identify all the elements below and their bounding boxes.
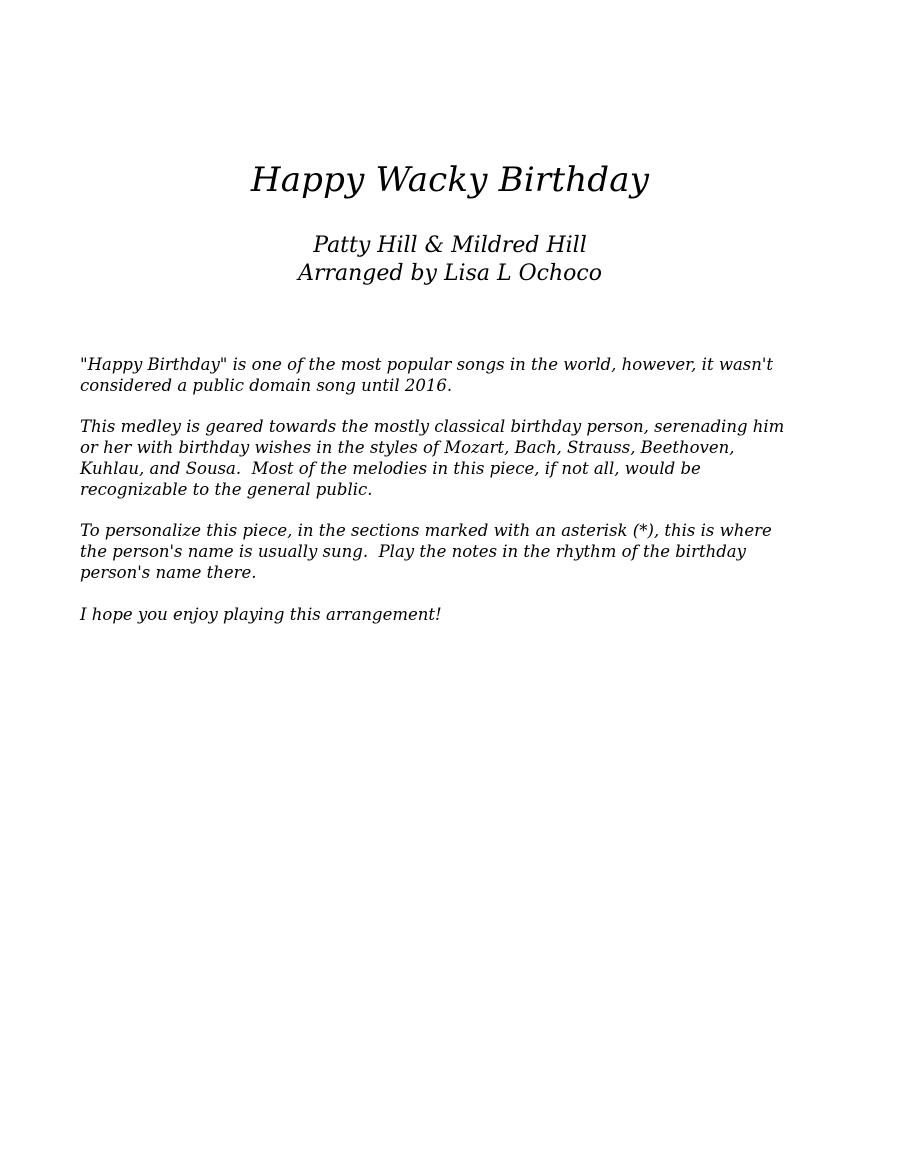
composers-line: Patty Hill & Mildred Hill (313, 233, 587, 258)
notes-paragraph-history: "Happy Birthday" is one of the most popular songs in the world, however, it wasn't considered a public domain song until 2016. (80, 355, 774, 395)
program-notes (80, 355, 820, 646)
page-title: Happy Wacky Birthday (250, 160, 650, 200)
arranger-line: Arranged by Lisa L Ochoco (298, 261, 602, 286)
notes-paragraph-closing: I hope you enjoy playing this arrangement! (80, 604, 442, 624)
credits-block (0, 232, 900, 288)
notes-paragraph-personalize: To personalize this piece, in the sections marked with an asterisk (*), this is where the person's name is usually sung. Play the notes in the rhythm of the birthday person's name there. (80, 521, 772, 582)
notes-paragraph-medley: This medley is geared towards the mostly classical birthday person, serenading him or her with birthday wishes in the styles of Mozart, Bach, Strauss, Beethoven, Kuhlau, and Sousa. Most of the melodies in this piece, if not all, would be recognizable to the general public. (80, 417, 785, 499)
